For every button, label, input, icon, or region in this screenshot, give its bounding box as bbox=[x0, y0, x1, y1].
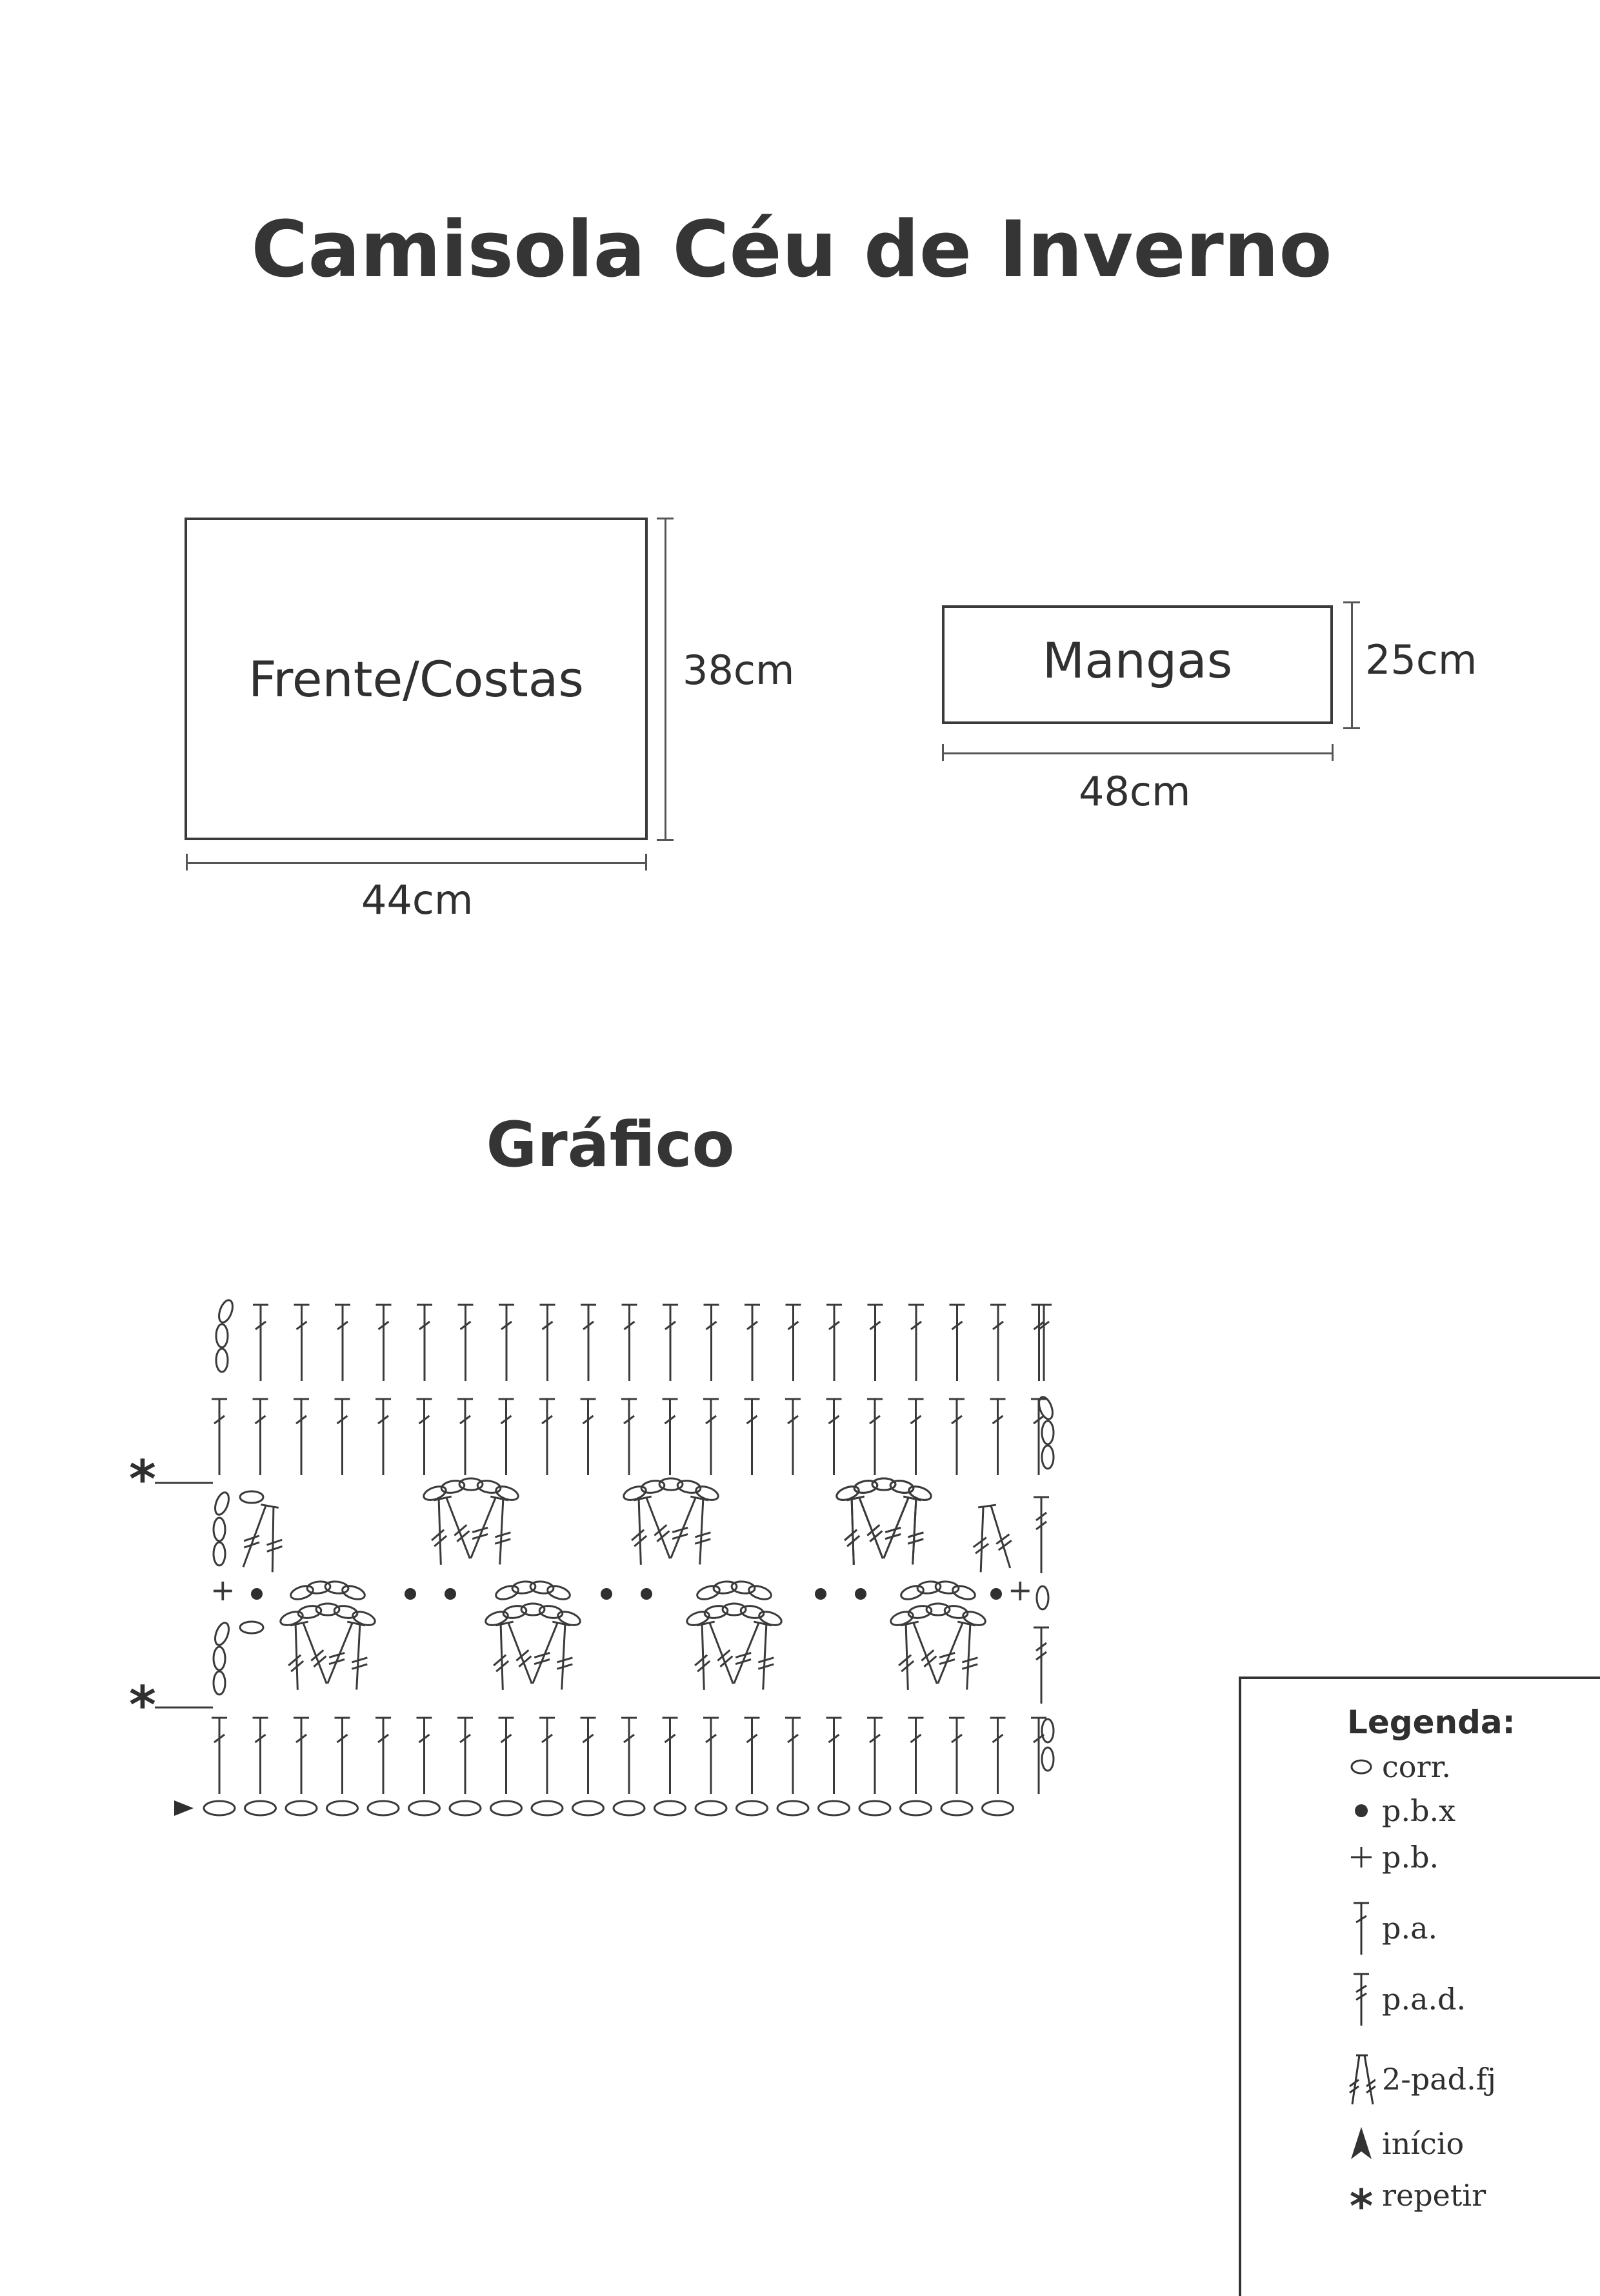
double-crochet-stitch bbox=[990, 1399, 1006, 1475]
double-crochet-stitch bbox=[539, 1718, 555, 1794]
slip-stitch-mark bbox=[855, 1588, 866, 1600]
double-crochet-stitch bbox=[1031, 1399, 1046, 1475]
double-crochet-stitch bbox=[375, 1399, 391, 1475]
double-crochet-stitch bbox=[294, 1718, 309, 1794]
double-crochet-stitch bbox=[908, 1399, 924, 1475]
double-crochet-stitch bbox=[950, 1305, 965, 1381]
sleeves-width-label: 48cm bbox=[1079, 768, 1191, 815]
legend-item-treble-crochet bbox=[1347, 1980, 1466, 2019]
double-crochet-stitch bbox=[826, 1399, 842, 1475]
sleeves-piece bbox=[942, 605, 1333, 724]
cluster-stitch bbox=[467, 1495, 518, 1566]
slip-stitch-mark bbox=[445, 1588, 456, 1600]
double-crochet-stitch bbox=[745, 1399, 760, 1475]
double-crochet-stitch bbox=[908, 1718, 924, 1794]
treble-crochet-icon bbox=[1347, 1970, 1375, 2028]
cluster-stitch bbox=[687, 1620, 738, 1691]
cluster-stitch bbox=[324, 1620, 375, 1691]
double-crochet-stitch bbox=[663, 1718, 678, 1794]
double-crochet-stitch bbox=[621, 1399, 637, 1475]
foundation-chain bbox=[450, 1801, 481, 1815]
cluster-stitch bbox=[968, 1504, 1015, 1573]
legend-item-cluster bbox=[1347, 2060, 1496, 2099]
slip-stitch-mark bbox=[990, 1588, 1002, 1600]
double-crochet-stitch bbox=[499, 1718, 514, 1794]
chart-row-foundation bbox=[174, 1800, 1014, 1816]
double-crochet-stitch bbox=[826, 1718, 842, 1794]
double-crochet-icon bbox=[1347, 1899, 1375, 1957]
double-crochet-stitch bbox=[212, 1718, 227, 1794]
slip-stitch-mark bbox=[641, 1588, 652, 1600]
double-crochet-stitch bbox=[212, 1399, 227, 1475]
double-crochet-stitch bbox=[335, 1305, 350, 1381]
start-arrow-icon bbox=[1347, 2115, 1375, 2173]
foundation-chain bbox=[327, 1801, 358, 1815]
double-crochet-stitch bbox=[990, 1718, 1006, 1794]
double-crochet-stitch bbox=[786, 1305, 801, 1381]
double-crochet-stitch bbox=[949, 1718, 965, 1794]
foundation-chain bbox=[819, 1801, 850, 1815]
repeat-marker-upper bbox=[129, 1449, 213, 1509]
double-crochet-stitch bbox=[663, 1305, 678, 1381]
front-back-height-tick-top bbox=[657, 518, 674, 519]
chart-row-second bbox=[212, 1395, 1055, 1475]
front-back-label: Frente/Costas bbox=[248, 650, 584, 708]
foundation-chain bbox=[859, 1801, 890, 1815]
double-crochet-stitch bbox=[540, 1305, 555, 1381]
cluster-stitch bbox=[424, 1495, 475, 1566]
cluster-stitch bbox=[667, 1495, 718, 1566]
legend bbox=[1239, 1677, 1600, 2296]
double-crochet-stitch bbox=[581, 1399, 596, 1475]
cluster-stitch bbox=[934, 1620, 985, 1691]
front-back-width-tick-left bbox=[186, 854, 188, 871]
sleeves-label: Mangas bbox=[1042, 631, 1233, 689]
foundation-chain bbox=[655, 1801, 686, 1815]
sleeves-height-line bbox=[1351, 601, 1353, 728]
sleeves-height-tick-bottom bbox=[1343, 727, 1360, 729]
legend-label-repeat: repetir bbox=[1382, 2178, 1486, 2213]
slip-stitch-mark bbox=[251, 1588, 263, 1600]
front-back-height-tick-bottom bbox=[657, 839, 674, 841]
double-crochet-stitch bbox=[745, 1718, 760, 1794]
cluster-stitch bbox=[529, 1620, 580, 1691]
foundation-chain bbox=[777, 1801, 808, 1815]
cluster-stitch bbox=[624, 1495, 675, 1566]
page-title: Camisola Céu de Inverno bbox=[251, 205, 1332, 295]
double-crochet-stitch bbox=[867, 1718, 883, 1794]
repeat-marker-lower bbox=[129, 1675, 213, 1735]
double-crochet-stitch bbox=[417, 1399, 432, 1475]
chart-row-upper-arches bbox=[212, 1478, 1049, 1573]
sleeves-height-tick-top bbox=[1343, 601, 1360, 603]
double-crochet-stitch bbox=[745, 1305, 760, 1381]
double-crochet-stitch bbox=[868, 1305, 883, 1381]
foundation-chain bbox=[901, 1801, 932, 1815]
double-crochet-stitch bbox=[457, 1718, 473, 1794]
legend-item-single-crochet bbox=[1347, 1838, 1439, 1877]
single-crochet-icon bbox=[1347, 1828, 1375, 1886]
chart-row-bottom bbox=[212, 1718, 1054, 1794]
double-crochet-stitch bbox=[253, 1718, 268, 1794]
legend-item-start bbox=[1347, 2124, 1464, 2163]
double-crochet-stitch bbox=[949, 1399, 965, 1475]
legend-item-repeat bbox=[1347, 2176, 1486, 2233]
double-crochet-stitch bbox=[335, 1718, 350, 1794]
cluster-stitch bbox=[837, 1495, 888, 1566]
cluster-icon bbox=[1347, 2050, 1375, 2108]
start-arrow-icon bbox=[174, 1800, 194, 1816]
foundation-chain bbox=[491, 1801, 522, 1815]
double-crochet-stitch bbox=[375, 1718, 391, 1794]
sleeves-height-label: 25cm bbox=[1365, 636, 1477, 683]
double-crochet-stitch bbox=[908, 1305, 924, 1381]
stitch-chart bbox=[123, 1284, 1090, 1839]
legend-label-double-crochet: p.a. bbox=[1382, 1911, 1438, 1946]
double-crochet-stitch bbox=[253, 1305, 268, 1381]
double-crochet-stitch bbox=[826, 1305, 842, 1381]
legend-item-double-crochet bbox=[1347, 1909, 1437, 1948]
double-crochet-stitch bbox=[457, 1399, 473, 1475]
legend-label-single-crochet: p.b. bbox=[1382, 1840, 1439, 1875]
front-back-width-label: 44cm bbox=[361, 876, 474, 923]
foundation-chain bbox=[409, 1801, 440, 1815]
double-crochet-stitch bbox=[539, 1399, 555, 1475]
legend-item-chain bbox=[1347, 1747, 1451, 1786]
double-crochet-stitch bbox=[622, 1305, 637, 1381]
legend-label-slip-stitch: p.b.x bbox=[1382, 1793, 1456, 1828]
front-back-height-label: 38cm bbox=[683, 647, 795, 694]
double-crochet-stitch bbox=[294, 1399, 309, 1475]
foundation-chain bbox=[204, 1801, 235, 1815]
double-crochet-stitch bbox=[253, 1399, 268, 1475]
foundation-chain bbox=[286, 1801, 317, 1815]
double-crochet-stitch bbox=[785, 1399, 801, 1475]
front-back-width-tick-right bbox=[645, 854, 647, 871]
legend-label-treble-crochet: p.a.d. bbox=[1382, 1982, 1466, 2017]
double-crochet-stitch bbox=[1031, 1718, 1046, 1794]
svg-text:*: * bbox=[129, 1449, 156, 1509]
cluster-stitch bbox=[880, 1495, 931, 1566]
double-crochet-stitch bbox=[703, 1718, 719, 1794]
slip-stitch-mark bbox=[815, 1588, 826, 1600]
double-crochet-stitch bbox=[663, 1399, 678, 1475]
legend-item-slip-stitch bbox=[1347, 1791, 1455, 1830]
foundation-chain bbox=[695, 1801, 726, 1815]
double-crochet-stitch bbox=[294, 1305, 310, 1381]
cluster-stitch bbox=[281, 1620, 332, 1691]
legend-label-chain: corr. bbox=[1382, 1749, 1452, 1784]
foundation-chain bbox=[983, 1801, 1014, 1815]
svg-text:+: + bbox=[1008, 1573, 1033, 1607]
chart-row-lower-arches bbox=[212, 1604, 1049, 1704]
double-crochet-stitch bbox=[785, 1718, 801, 1794]
foundation-chain bbox=[941, 1801, 972, 1815]
double-crochet-stitch bbox=[990, 1305, 1006, 1381]
foundation-chain bbox=[532, 1801, 563, 1815]
legend-title: Legenda: bbox=[1347, 1704, 1515, 1741]
foundation-chain bbox=[573, 1801, 604, 1815]
slip-stitch-mark bbox=[601, 1588, 612, 1600]
foundation-chain bbox=[614, 1801, 645, 1815]
svg-text:+: + bbox=[210, 1573, 235, 1607]
double-crochet-stitch bbox=[417, 1305, 432, 1381]
double-crochet-stitch bbox=[704, 1305, 719, 1381]
double-crochet-stitch bbox=[335, 1399, 350, 1475]
chart-row-middle bbox=[210, 1573, 1048, 1609]
chart-row-top bbox=[216, 1298, 1052, 1381]
slip-stitch-mark bbox=[405, 1588, 416, 1600]
double-crochet-stitch bbox=[703, 1399, 719, 1475]
foundation-chain bbox=[368, 1801, 399, 1815]
sleeves-width-tick-right bbox=[1332, 744, 1334, 761]
double-crochet-stitch bbox=[458, 1305, 474, 1381]
double-crochet-stitch bbox=[581, 1718, 596, 1794]
front-back-width-line bbox=[186, 862, 646, 864]
double-crochet-stitch bbox=[417, 1718, 432, 1794]
double-crochet-stitch bbox=[376, 1305, 392, 1381]
foundation-chain bbox=[737, 1801, 768, 1815]
svg-text:*: * bbox=[129, 1675, 156, 1735]
double-crochet-stitch bbox=[867, 1399, 883, 1475]
sleeves-width-line bbox=[942, 752, 1333, 754]
cluster-stitch bbox=[730, 1620, 781, 1691]
cluster-stitch bbox=[486, 1620, 537, 1691]
foundation-chain bbox=[245, 1801, 276, 1815]
legend-label-start: início bbox=[1382, 2126, 1465, 2161]
sleeves-width-tick-left bbox=[942, 744, 944, 761]
front-back-piece bbox=[185, 518, 648, 840]
legend-label-cluster: 2-pad.fj bbox=[1382, 2062, 1497, 2097]
double-crochet-stitch bbox=[499, 1399, 514, 1475]
cluster-stitch bbox=[239, 1503, 288, 1573]
chart-title: Gráfico bbox=[486, 1109, 735, 1181]
double-crochet-stitch bbox=[621, 1718, 637, 1794]
repeat-star-icon: * bbox=[1349, 2180, 1374, 2233]
double-crochet-stitch bbox=[499, 1305, 514, 1381]
front-back-height-line bbox=[665, 518, 666, 840]
double-crochet-stitch bbox=[581, 1305, 596, 1381]
cluster-stitch bbox=[891, 1620, 942, 1691]
